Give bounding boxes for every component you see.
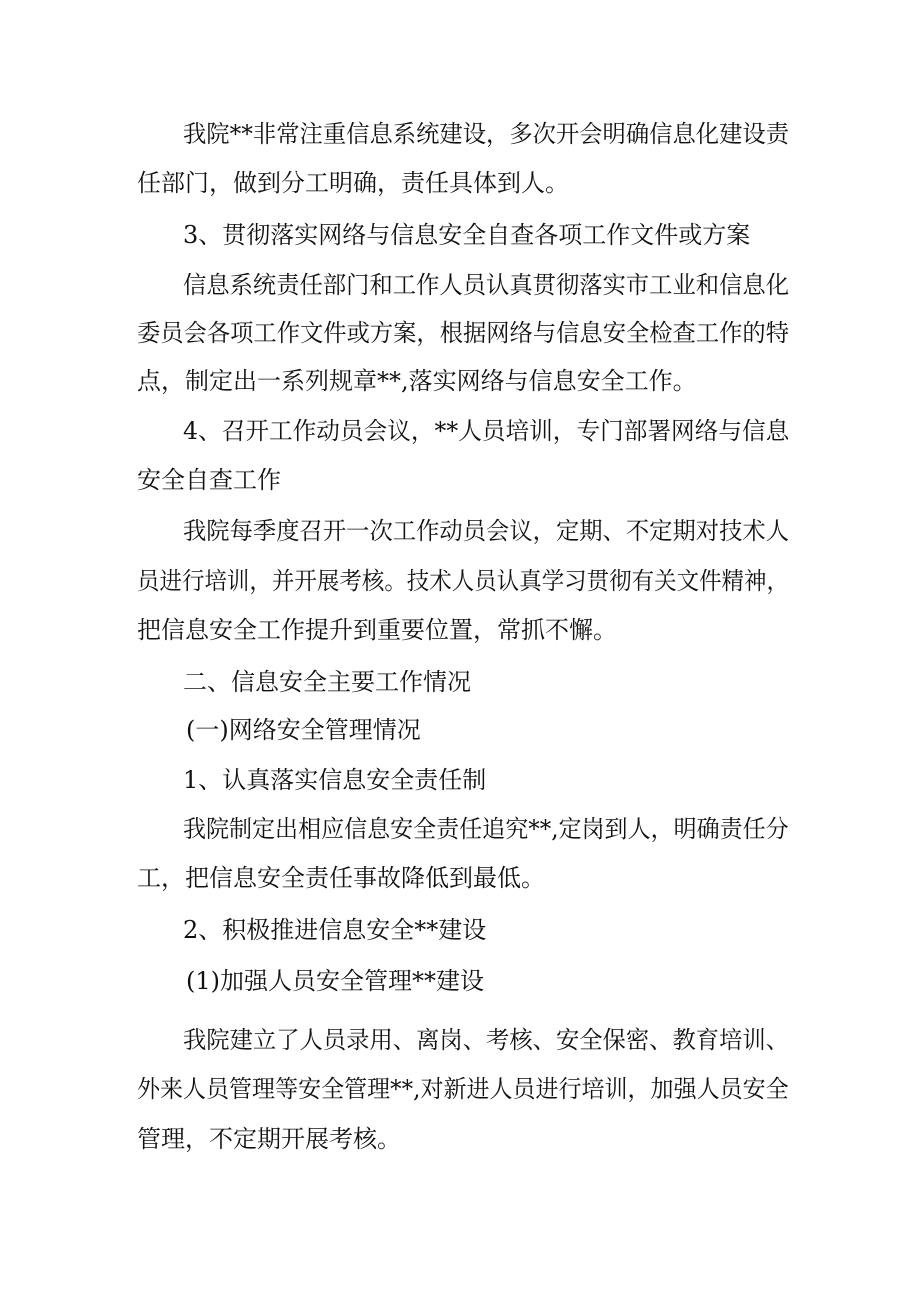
paragraph-5-line-1: 我院每季度召开一次工作动员会议，定期、不定期对技术人 xyxy=(183,517,790,545)
paragraph-5-line-2: 员进行培训，并开展考核。技术人员认真学习贯彻有关文件精神， xyxy=(137,567,790,595)
heading-item-4-line-1: 4、召开工作动员会议，**人员培训，专门部署网络与信息 xyxy=(183,417,790,445)
paragraph-5-line-3: 把信息安全工作提升到重要位置，常抓不懈。 xyxy=(137,616,617,644)
paragraph-1-line-1: 我院**非常注重信息系统建设，多次开会明确信息化建设责 xyxy=(183,120,790,148)
paragraph-12-line-3: 管理，不定期开展考核。 xyxy=(137,1125,401,1153)
paragraph-12-line-2: 外来人员管理等安全管理**,对新进人员进行培训，加强人员安全 xyxy=(137,1075,789,1103)
section-heading-2: 二、信息安全主要工作情况 xyxy=(183,668,471,696)
paragraph-9-line-2: 工，把信息安全责任事故降低到最低。 xyxy=(137,864,545,892)
subsection-heading-1: (一)网络安全管理情况 xyxy=(186,716,421,744)
paragraph-12-line-1: 我院建立了人员录用、离岗、考核、安全保密、教育培训、 xyxy=(183,1026,790,1054)
paragraph-3-line-3: 点，制定出一系列规章**,落实网络与信息安全工作。 xyxy=(137,367,697,395)
paragraph-9-line-1: 我院制定出相应信息安全责任追究**,定岗到人，明确责任分 xyxy=(183,815,789,843)
paragraph-3-line-1: 信息系统责任部门和工作人员认真贯彻落实市工业和信息化 xyxy=(183,271,790,299)
sub-item-heading-1: (1)加强人员安全管理**建设 xyxy=(186,967,484,995)
heading-item-4-line-2: 安全自查工作 xyxy=(137,466,281,494)
paragraph-1-line-2: 任部门，做到分工明确，责任具体到人。 xyxy=(137,169,569,197)
paragraph-3-line-2: 委员会各项工作文件或方案，根据网络与信息安全检查工作的特 xyxy=(137,319,789,347)
heading-item-3: 3、贯彻落实网络与信息安全自查各项工作文件或方案 xyxy=(183,221,751,249)
item-heading-1: 1、认真落实信息安全责任制 xyxy=(183,766,487,794)
item-heading-2: 2、积极推进信息安全**建设 xyxy=(183,916,487,944)
